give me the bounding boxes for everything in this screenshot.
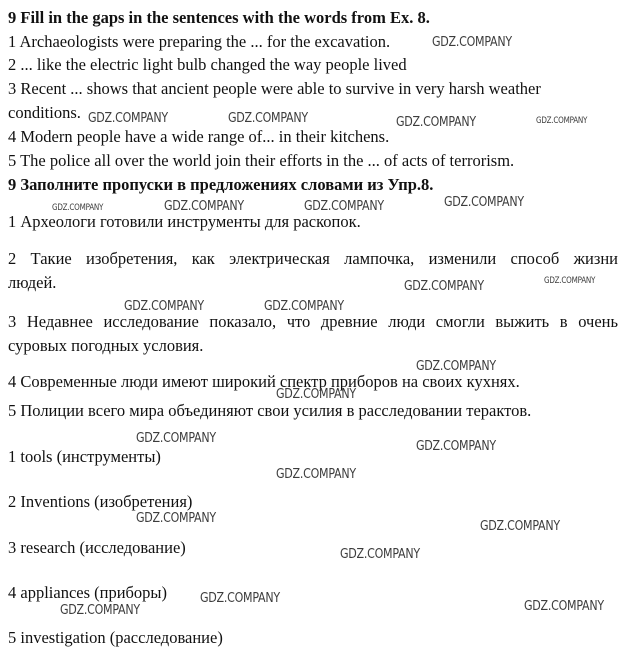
watermark: GDZ.COMPANY — [264, 299, 344, 314]
watermark: GDZ.COMPANY — [432, 35, 512, 50]
watermark: GDZ.COMPANY — [164, 199, 244, 214]
answer-3: 3 research (исследование) — [8, 538, 186, 557]
sentence-ru-2-line-1: 2 Такие изобретения, как электрическая лампочка, изменили способ жизни — [8, 249, 618, 268]
sentence-ru-4: 4 Современные люди имеют широкий спектр приборов на своих кухнях. — [8, 372, 520, 391]
watermark: GDZ.COMPANY — [52, 203, 104, 213]
watermark: GDZ.COMPANY — [200, 591, 280, 606]
watermark: GDZ.COMPANY — [340, 547, 420, 562]
watermark: GDZ.COMPANY — [136, 431, 216, 446]
sentence-en-4: 4 Modern people have a wide range of... in their kitchens. — [8, 127, 390, 146]
watermark: GDZ.COMPANY — [228, 111, 308, 126]
sentence-ru-1: 1 Археологи готовили инструменты для раскопок. — [8, 212, 361, 231]
watermark: GDZ.COMPANY — [124, 299, 204, 314]
watermark: GDZ.COMPANY — [276, 387, 356, 402]
watermark: GDZ.COMPANY — [544, 276, 596, 286]
watermark: GDZ.COMPANY — [416, 439, 496, 454]
watermark: GDZ.COMPANY — [136, 511, 216, 526]
watermark: GDZ.COMPANY — [480, 519, 560, 534]
watermark: GDZ.COMPANY — [60, 603, 140, 618]
answer-2: 2 Inventions (изобретения) — [8, 492, 193, 511]
sentence-en-3-line-1: 3 Recent ... shows that ancient people were able to survive in very harsh weather — [8, 79, 541, 98]
sentence-ru-3-line-2: суровых погодных условия. — [8, 336, 204, 355]
task-heading-en: 9 Fill in the gaps in the sentences with the words from Ex. 8. — [8, 8, 430, 27]
watermark: GDZ.COMPANY — [276, 467, 356, 482]
watermark: GDZ.COMPANY — [416, 359, 496, 374]
watermark: GDZ.COMPANY — [396, 115, 476, 130]
task-heading-ru: 9 Заполните пропуски в предложениях словами из Упр.8. — [8, 175, 434, 194]
answer-1: 1 tools (инструменты) — [8, 447, 161, 466]
sentence-en-5: 5 The police all over the world join their efforts in the ... of acts of terrorism. — [8, 151, 515, 170]
sentence-en-2: 2 ... like the electric light bulb changed the way people lived — [8, 55, 407, 74]
sentence-en-1: 1 Archaeologists were preparing the ... for the excavation. — [8, 32, 391, 51]
watermark: GDZ.COMPANY — [304, 199, 384, 214]
watermark: GDZ.COMPANY — [536, 116, 588, 126]
watermark: GDZ.COMPANY — [444, 195, 524, 210]
watermark: GDZ.COMPANY — [88, 111, 168, 126]
watermark: GDZ.COMPANY — [404, 279, 484, 294]
answer-5: 5 investigation (расследование) — [8, 628, 223, 647]
sentence-ru-5: 5 Полиции всего мира объединяют свои усилия в расследовании терактов. — [8, 401, 532, 420]
sentence-ru-2-line-2: людей. — [8, 273, 57, 292]
watermark: GDZ.COMPANY — [524, 599, 604, 614]
answer-4: 4 appliances (приборы) — [8, 583, 168, 602]
sentence-ru-3-line-1: 3 Недавнее исследование показало, что древние люди смогли выжить в очень — [8, 312, 618, 331]
sentence-en-3-line-2: conditions. — [8, 103, 81, 122]
